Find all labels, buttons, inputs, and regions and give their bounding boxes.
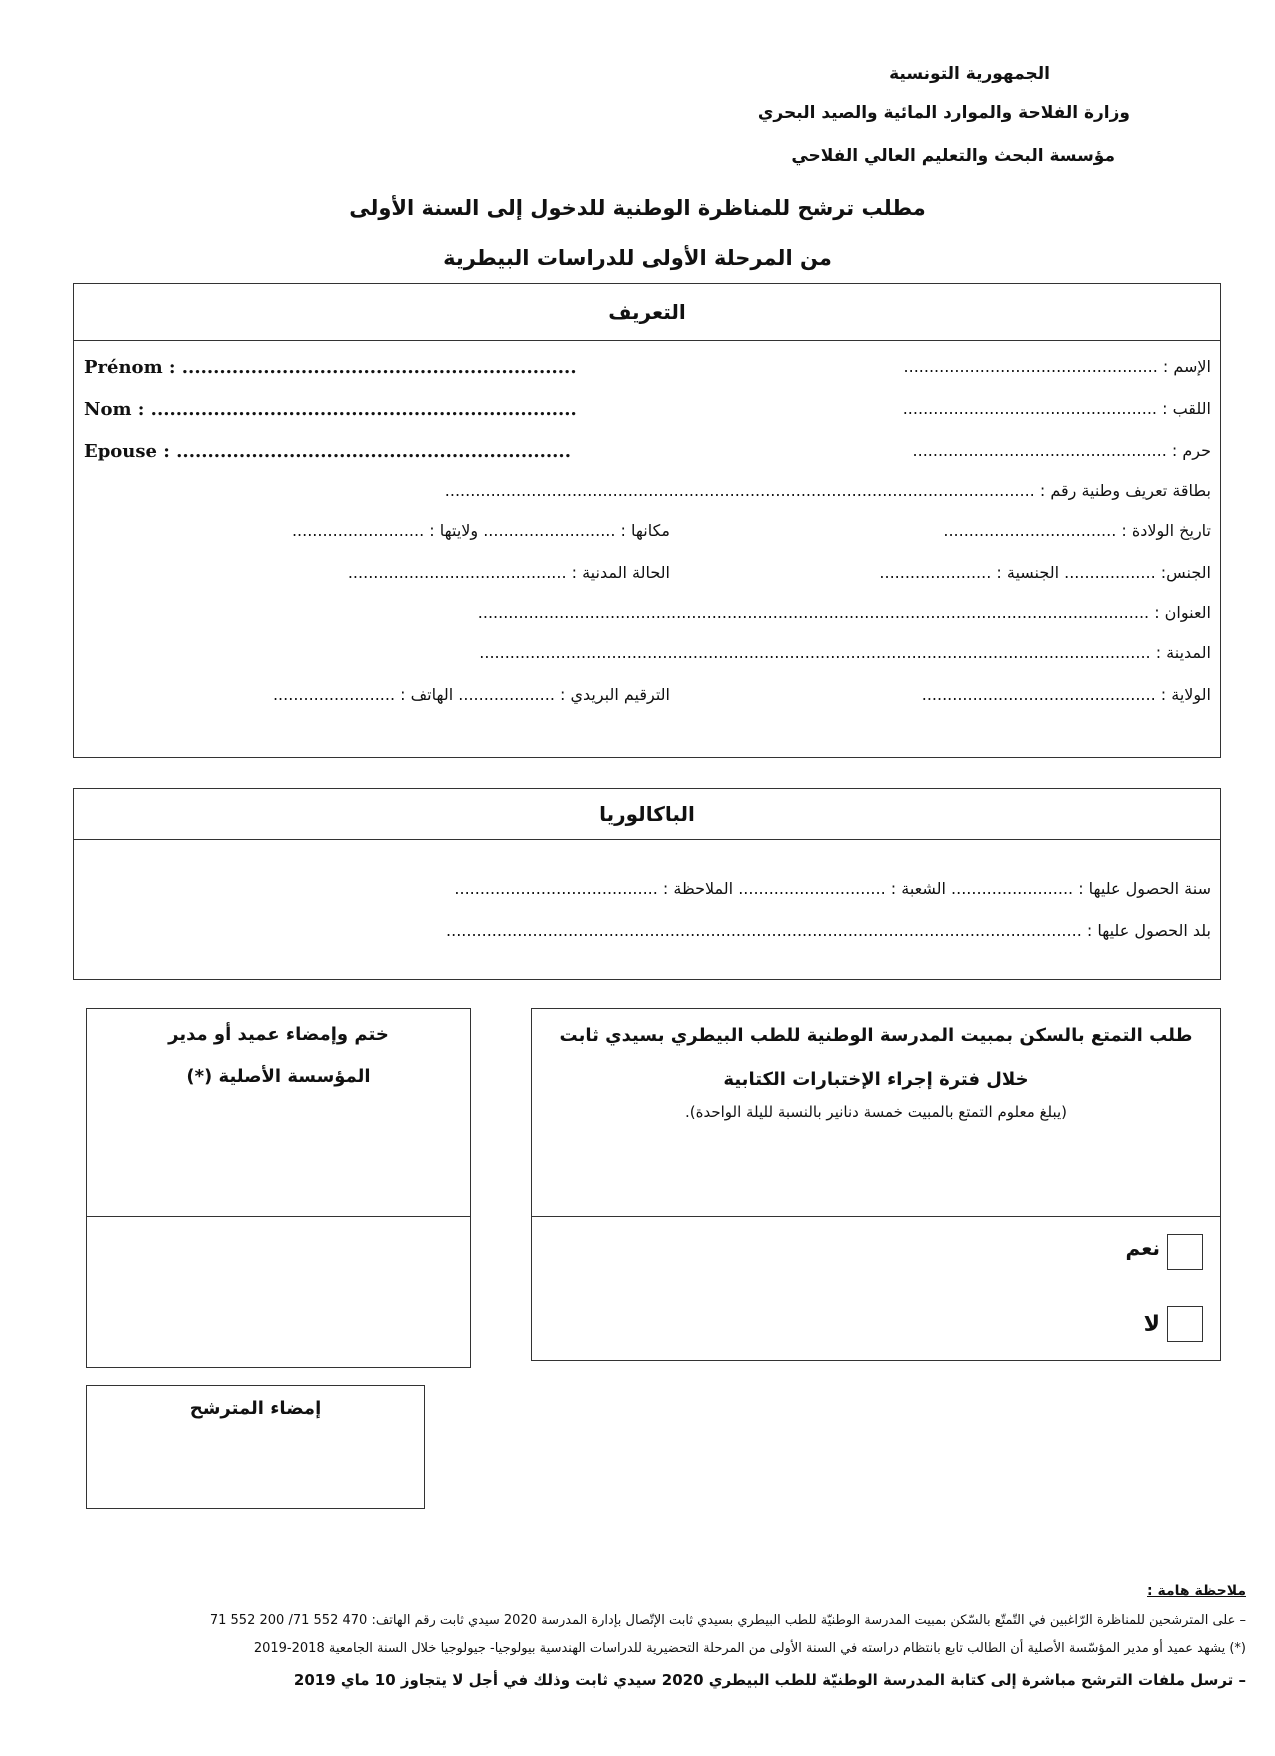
sex-nationality-field[interactable]: الجنس: .................. الجنسية : ...................... [879, 563, 1211, 582]
birth-place-field[interactable]: مكانها : .......................... ولايتها : .......................... [291, 521, 670, 540]
ministry-label: وزارة الفلاحة والموارد المائية والصيد البحري [757, 103, 1130, 123]
note-submission-deadline: – ترسل ملفات الترشح مباشرة إلى كتابة المدرسة الوطنيّة للطب البيطري 2020 سيدي ثابت وذلك في أجل لا يتجاوز 10 ماي 2019 [293, 1671, 1246, 1689]
dean-signature-box [86, 1008, 471, 1368]
epouse-field[interactable]: Epouse : ............................................................... [84, 441, 571, 462]
dean-box-divider [86, 1216, 471, 1217]
postal-phone-field[interactable]: الترقيم البريدي : ................... الهاتف : ........................ [272, 685, 670, 704]
note-housing-contact: – على المترشحين للمناظرة الرّاغبين في التّمتّع بالسّكن بمبيت المدرسة الوطنيّة للطب البيطري بسيدي ثابت الإتّصال بإدارة المدرسة 2020 سيدي ثابت رقم الهاتف: 470 552 71/ 200 552 71 [209, 1613, 1246, 1628]
nom-field[interactable]: Nom : .................................................................... [84, 399, 577, 420]
housing-yes-checkbox[interactable] [1167, 1234, 1203, 1270]
civil-status-field[interactable]: الحالة المدنية : ........................................... [347, 563, 670, 582]
prenom-field[interactable]: Prénom : ............................................................... [84, 357, 577, 378]
national-id-field[interactable]: بطاقة تعريف وطنية رقم : .................................................................................................................... [444, 481, 1211, 500]
dean-label-line1: ختم وإمضاء عميد أو مدير [168, 1024, 389, 1045]
city-field[interactable]: المدينة : .................................................................................................................................... [479, 643, 1211, 662]
candidate-signature-label: إمضاء المترشح [189, 1398, 322, 1419]
bac-heading: الباكالوريا [74, 789, 1220, 840]
ism-field[interactable]: الإسم : .................................................. [903, 357, 1211, 376]
housing-title-line1: طلب التمتع بالسكن بمبيت المدرسة الوطنية للطب البيطري بسيدي ثابت [559, 1025, 1193, 1046]
laqab-field[interactable]: اللقب : .................................................. [902, 399, 1211, 418]
housing-yes-label: نعم [1125, 1236, 1160, 1260]
housing-title-line2: خلال فترة إجراء الإختبارات الكتابية [723, 1069, 1029, 1090]
identity-heading: التعريف [74, 284, 1220, 341]
housing-box-divider [531, 1216, 1221, 1217]
birth-date-field[interactable]: تاريخ الولادة : .................................. [943, 521, 1211, 540]
housing-no-checkbox[interactable] [1167, 1306, 1203, 1342]
dean-label-line2: المؤسسة الأصلية (*) [186, 1066, 371, 1087]
wilaya-field[interactable]: الولاية : .............................................. [921, 685, 1211, 704]
form-title-line1: مطلب ترشح للمناظرة الوطنية للدخول إلى السنة الأولى [349, 196, 926, 220]
note-dean-attestation: (*) يشهد عميد أو مدير المؤسّسة الأصلية أن الطالب تابع بانتظام دراسته في السنة الأولى من المرحلة التحضيرية للدراسات الهندسية بيولوجيا- جيولوجيا خلال السنة الجامعية 2018-2019 [253, 1641, 1246, 1656]
bac-country-field[interactable]: بلد الحصول عليها : ............................................................................................................................. [446, 921, 1211, 940]
haram-field[interactable]: حرم : .................................................. [912, 441, 1211, 460]
address-field[interactable]: العنوان : .................................................................................................................................... [477, 603, 1211, 622]
republic-label: الجمهورية التونسية [889, 64, 1050, 84]
institution-label: مؤسسة البحث والتعليم العالي الفلاحي [791, 146, 1115, 166]
bac-year-section-grade-field[interactable]: سنة الحصول عليها : ........................ الشعبة : ............................. الملاحظة : ........................................ [454, 879, 1211, 898]
form-title-line2: من المرحلة الأولى للدراسات البيطرية [443, 246, 832, 270]
notes-heading: ملاحظة هامة : [1147, 1583, 1246, 1599]
housing-no-label: لا [1143, 1312, 1160, 1337]
housing-request-box [531, 1008, 1221, 1361]
housing-fee-note: (يبلغ معلوم التمتع بالمبيت خمسة دنانير بالنسبة لليلة الواحدة). [684, 1103, 1068, 1121]
